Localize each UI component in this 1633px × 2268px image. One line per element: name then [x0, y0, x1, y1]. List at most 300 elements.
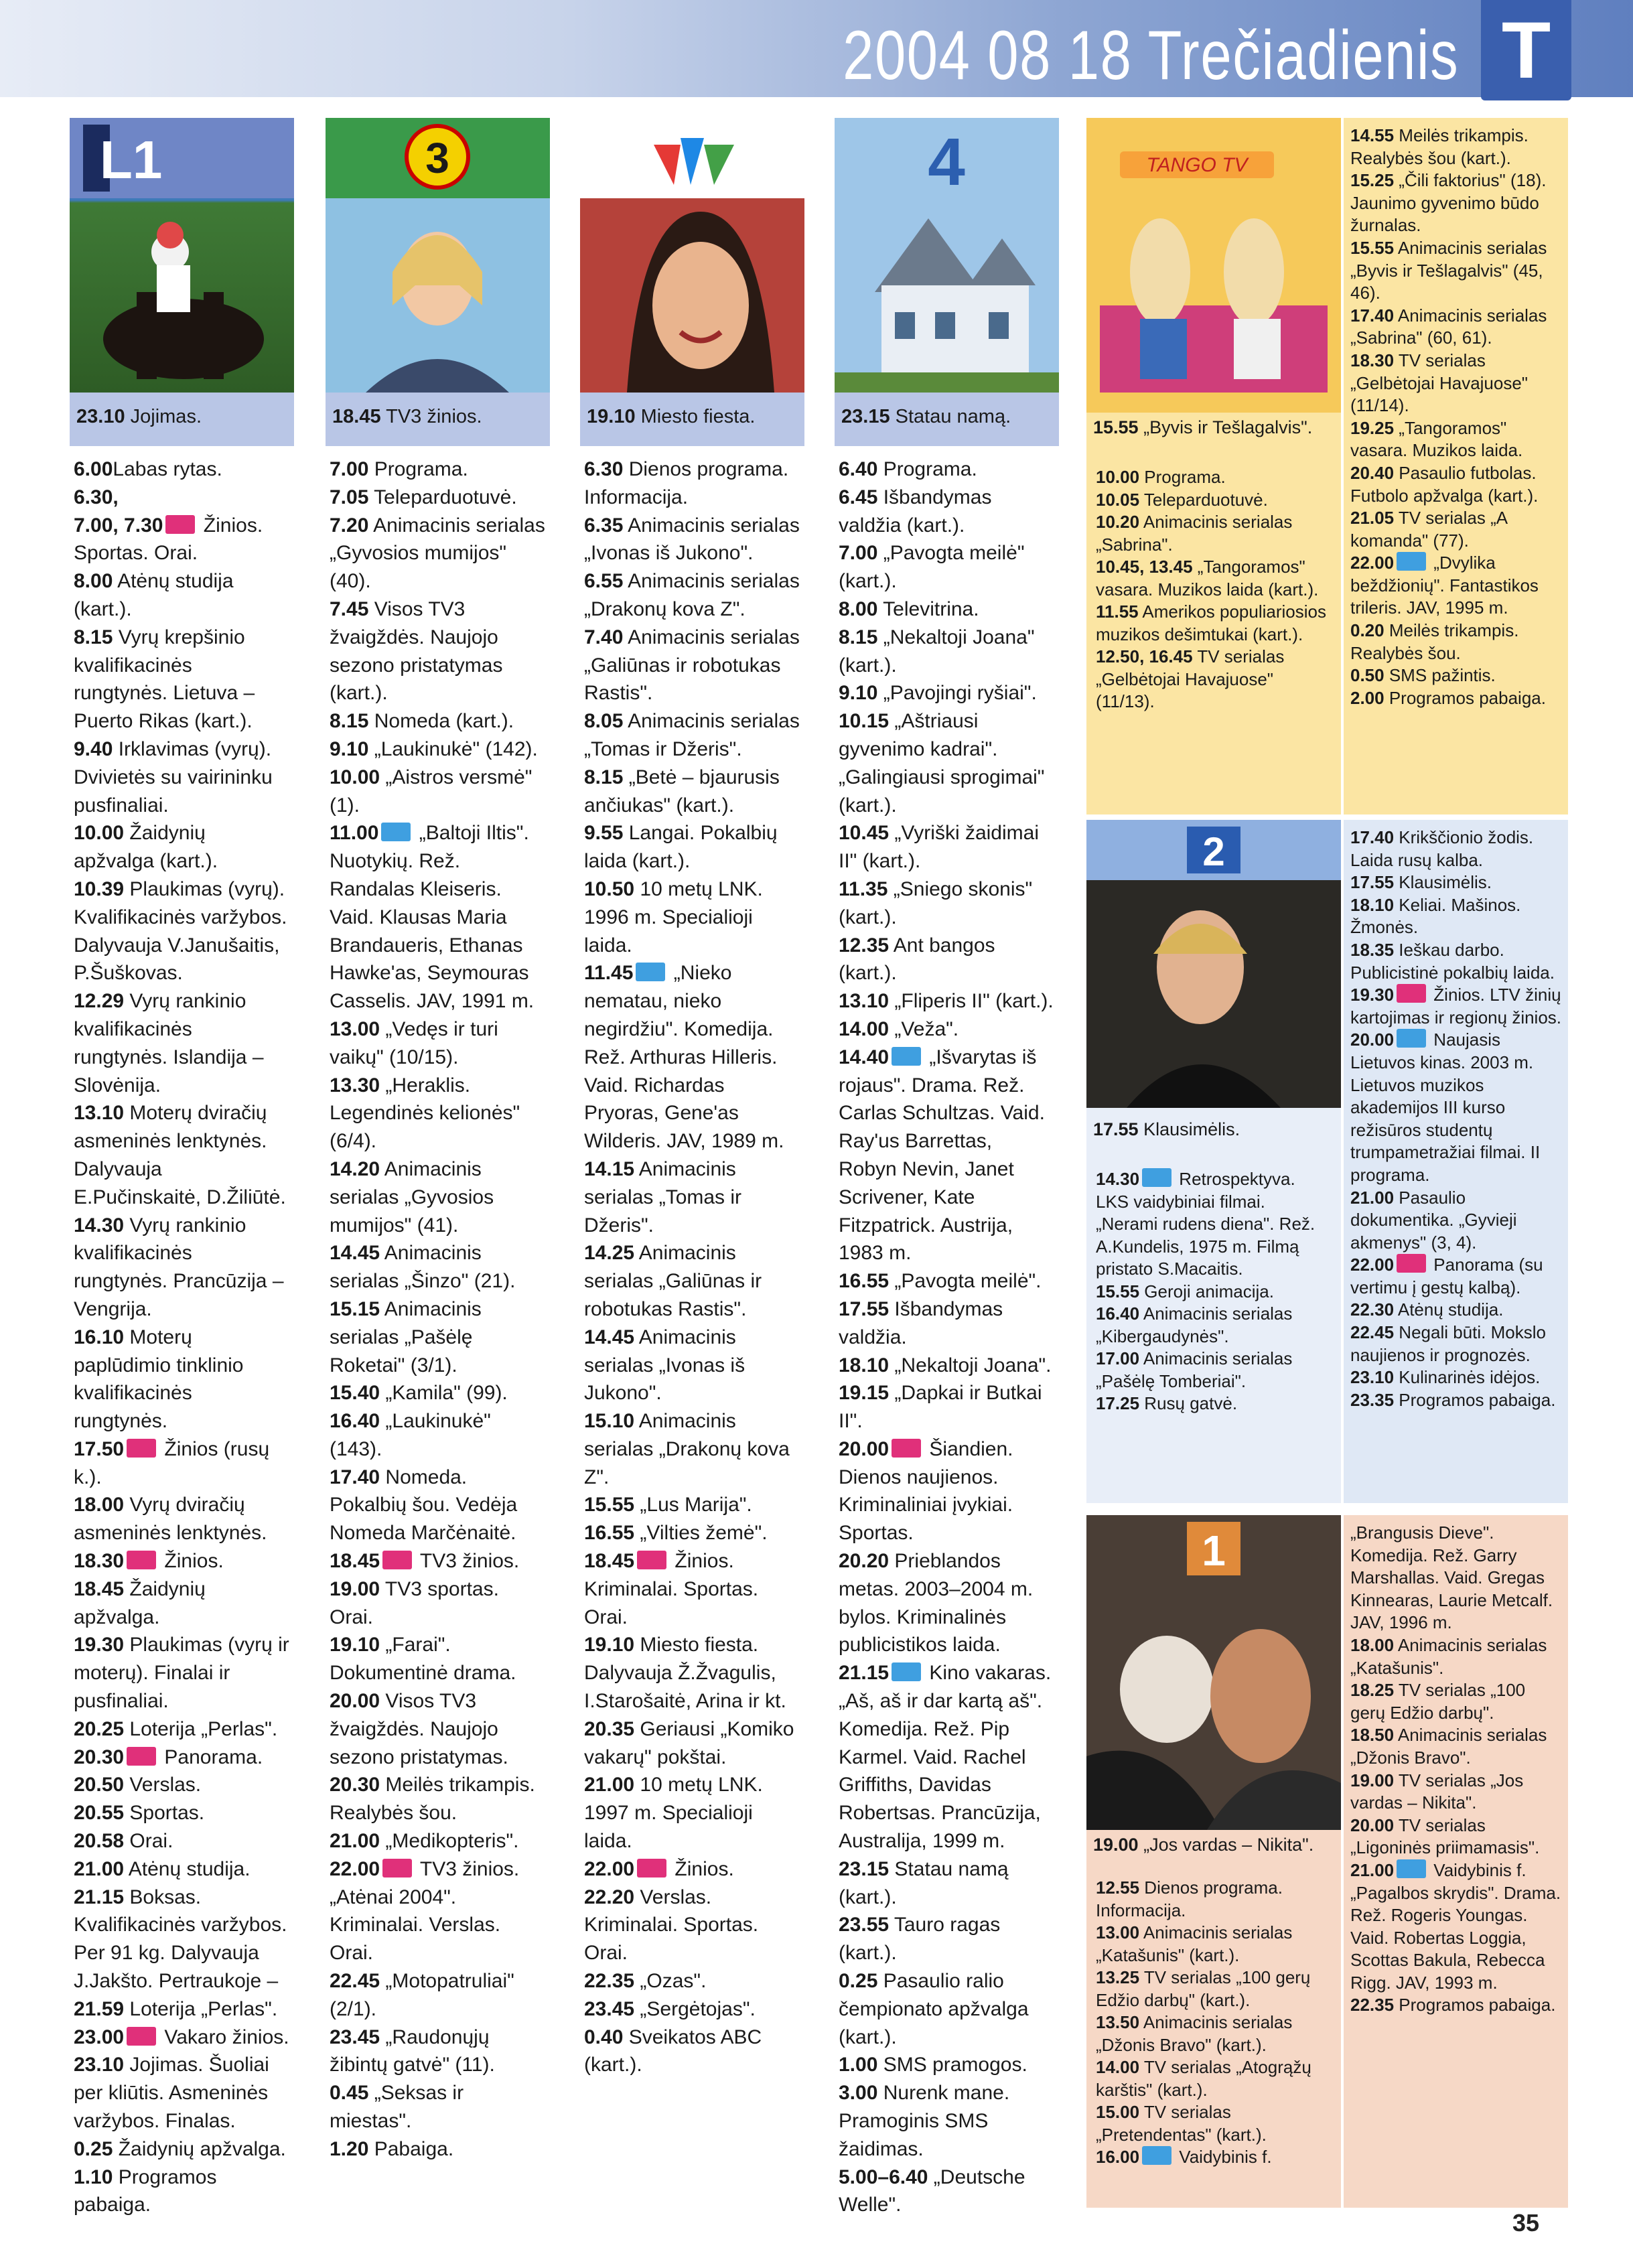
program-entry: [74, 2135, 290, 2164]
program-description: Verslas. Kriminalai. Sportas. Orai.: [584, 1886, 759, 1965]
program-entry: [330, 1379, 546, 1407]
program-entry: [839, 819, 1055, 875]
program-description: Animacinis serialas „Sabrina".: [1096, 512, 1293, 555]
program-time: 18.10: [1350, 894, 1395, 915]
program-time: 18.30: [74, 1550, 125, 1573]
program-time: 16.55: [839, 1270, 890, 1293]
program-list: [1086, 1877, 1341, 2169]
program-entry: [74, 1827, 290, 1855]
program-list: [70, 446, 294, 2219]
program-description: „Lus Marija".: [634, 1494, 752, 1516]
program-description: Animacinis serialas „Pašėlę Roketai" (3/1).: [330, 1297, 482, 1376]
program-time: 19.25: [1350, 417, 1395, 438]
program-time: 9.10: [839, 682, 878, 705]
program-description: „Betė – bjaurusis ančiukas" (kart.).: [584, 766, 780, 817]
program-entry: [584, 2024, 800, 2080]
program-entry: [1350, 894, 1561, 939]
program-description: Animacinis serialas „Gyvosios mumijos" (41).: [330, 1157, 494, 1236]
program-description: „Pavogta meilė" (kart.).: [839, 542, 1025, 593]
program-description: Krikščionio žodis. Laida rusų kalba.: [1350, 827, 1534, 870]
program-description: TV3 žinios.: [415, 1550, 520, 1573]
program-entry: [584, 1407, 800, 1491]
program-description: Plaukimas (vyrų ir moterų). Finalai ir pusfinaliai.: [74, 1634, 289, 1713]
program-description: Jojimas. Šuoliai per kliūtis. Asmeninės varžybos. Finalas.: [74, 2054, 269, 2133]
program-entry: [330, 707, 546, 735]
channel-caption: [1086, 413, 1341, 443]
program-time: 0.45: [330, 2082, 369, 2105]
program-description: Geroji animacija.: [1139, 1281, 1274, 1301]
program-time: 10.45: [839, 822, 890, 845]
program-entry: [584, 1771, 800, 1855]
program-entry: [1350, 1254, 1561, 1299]
program-description: TV serialas „Gelbėtojai Havajuose" (11/14).: [1350, 350, 1529, 416]
film-badge-icon: [1397, 552, 1426, 571]
program-time: 13.50: [1096, 2012, 1140, 2032]
program-time: 9.55: [584, 822, 624, 845]
program-entry: [1350, 939, 1561, 984]
program-list: [1344, 1522, 1568, 2017]
program-entry: [1096, 511, 1332, 556]
channel-block-tango: [1086, 118, 1341, 814]
program-time: 20.00: [839, 1437, 890, 1460]
program-description: Televitrina.: [877, 597, 979, 620]
film-badge-icon: [1397, 1029, 1426, 1048]
program-entry: [330, 735, 546, 764]
channel-caption: [1086, 1830, 1341, 1860]
program-time: 8.05: [584, 710, 624, 733]
program-entry: [74, 1491, 290, 1547]
program-time: 16.10: [74, 1326, 125, 1348]
program-entry: [1350, 1634, 1561, 1679]
program-time: 14.40: [839, 1046, 890, 1068]
program-time: 11.00: [330, 822, 379, 845]
program-entry: [839, 932, 1055, 988]
program-entry: [839, 1379, 1055, 1435]
program-entry: [584, 1519, 800, 1547]
program-entry: [330, 1239, 546, 1295]
program-entry: [330, 2135, 546, 2164]
program-entry: [1350, 871, 1561, 894]
program-description: Labas rytas.: [113, 458, 222, 480]
program-time: 21.00: [330, 1830, 380, 1853]
program-description: Sportas.: [124, 1802, 205, 1825]
program-description: „Kamila" (99).: [380, 1382, 508, 1405]
program-entry: [330, 1855, 546, 1967]
program-entry: [839, 1295, 1055, 1352]
rider-illustration: [70, 118, 294, 393]
program-entry: [839, 679, 1055, 707]
program-time: 11.45: [584, 962, 634, 985]
program-time: 16.00: [1096, 2147, 1140, 2167]
program-entry: [584, 1155, 800, 1239]
program-time: 0.50: [1350, 665, 1384, 686]
program-description: „Laukinukė" (143).: [330, 1410, 491, 1460]
section-tab: [1481, 0, 1571, 100]
program-time: 1.10: [74, 2166, 113, 2188]
program-description: Nomeda (kart.).: [368, 710, 514, 733]
program-time: 19.30: [74, 1634, 125, 1656]
program-entry: [584, 1967, 800, 1995]
caption-time: 19.00: [1093, 1835, 1139, 1855]
caption-time: 15.55: [1093, 417, 1139, 437]
program-description: Meilės trikampis. Realybės šou (kart.).: [1350, 125, 1529, 168]
program-entry: [839, 595, 1055, 624]
program-time: 13.30: [330, 1074, 380, 1096]
program-description: „Heraklis. Legendinės kelionės" (6/4).: [330, 1074, 520, 1153]
program-description: „Motopatruliai" (2/1).: [330, 1970, 514, 2020]
program-time: 1.20: [330, 2137, 369, 2160]
caption-text: „Byvis ir Tešlagalvis".: [1143, 417, 1313, 437]
program-entry: [74, 484, 290, 512]
program-entry: [74, 875, 290, 987]
channel-column-ltv1: [70, 118, 294, 2216]
program-time: 23.15: [839, 1857, 890, 1880]
program-time: 20.00: [1350, 1030, 1395, 1050]
film-badge-icon: [892, 1662, 921, 1681]
program-time: 23.10: [74, 2054, 125, 2076]
program-time: 8.15: [330, 710, 369, 733]
program-description: Prieblandos metas. 2003–2004 m. bylos. Kriminalinės publicistikos laida.: [839, 1550, 1034, 1656]
program-time: 8.15: [74, 626, 113, 648]
program-entry: [74, 1855, 290, 1884]
program-description: „Medikopteris".: [380, 1830, 519, 1853]
program-description: „Laukinukė" (142).: [368, 737, 538, 760]
film-badge-icon: [381, 823, 411, 841]
program-entry: [1096, 1393, 1332, 1415]
program-time: 8.15: [584, 766, 624, 788]
caption-time: 17.55: [1093, 1119, 1139, 1139]
program-time: 14.15: [584, 1157, 635, 1180]
program-time: 10.50: [584, 877, 635, 900]
program-entry: [839, 1659, 1055, 1855]
program-description: Šiandien. Dienos naujienos. Kriminaliniai įvykiai. Sportas.: [839, 1437, 1013, 1545]
program-time: 22.45: [330, 1970, 380, 1993]
program-description: Visos TV3 žvaigždės. Naujojo sezono pristatymas.: [330, 1690, 508, 1768]
program-time: 16.40: [1096, 1303, 1140, 1324]
program-description: Animacinis serialas „Byvis ir Tešlagalvis" (45, 46).: [1350, 237, 1547, 303]
program-description: Boksas. Kvalifikacinės varžybos. Per 91 kg. Dalyvauja J.Jakšto. Pertraukoje –: [74, 1886, 287, 1993]
program-description: Išbandymas valdžia (kart.).: [839, 486, 992, 537]
program-description: „Deutsche Welle".: [839, 2166, 1025, 2216]
program-time: 21.59: [74, 1997, 125, 2020]
program-entry: [1350, 1815, 1561, 1859]
program-time: 6.45: [839, 486, 878, 508]
program-description: Vyrų rankinio kvalifikacinės rungtynės. Islandija – Slovėnija.: [74, 990, 264, 1096]
program-time: 14.45: [330, 1242, 380, 1265]
program-description: Plaukimas (vyrų). Kvalifikacinės varžybos. Dalyvauja V.Janušaitis, P.Šuškovas.: [74, 877, 287, 985]
program-entry: [330, 764, 546, 820]
program-time: 17.55: [1350, 872, 1395, 893]
program-description: TV serialas „Ligoninės priimamasis".: [1350, 1815, 1540, 1858]
program-description: „Sniego skonis" (kart.).: [839, 877, 1033, 928]
program-entry: [584, 1324, 800, 1407]
program-time: 0.25: [839, 1970, 878, 1993]
program-time: 21.15: [74, 1886, 125, 1908]
program-entry: [584, 1631, 800, 1715]
program-entry: [74, 2164, 290, 2220]
program-description: Programa.: [368, 458, 468, 480]
program-entry: [839, 1435, 1055, 1547]
program-time: 6.40: [839, 458, 878, 480]
section-letter: T: [1501, 5, 1551, 95]
program-entry: [74, 1995, 290, 2024]
program-entry: [584, 512, 800, 568]
program-entry: [584, 707, 800, 764]
program-time: 19.10: [330, 1634, 380, 1656]
program-entry: [330, 595, 546, 707]
program-time: 22.00: [584, 1857, 635, 1880]
program-description: Dienos programa. Informacija.: [584, 458, 789, 508]
program-entry: [839, 1547, 1055, 1659]
program-description: Langai. Pokalbių laida (kart.).: [584, 822, 778, 873]
program-time: 23.45: [330, 2026, 380, 2048]
program-time: 7.40: [584, 626, 624, 648]
program-description: „Pavogta meilė".: [889, 1270, 1042, 1293]
program-description: Klausimėlis.: [1394, 872, 1492, 893]
program-entry: [1350, 1522, 1561, 1634]
program-entry: [330, 1687, 546, 1771]
program-time: 15.55: [1350, 237, 1395, 258]
program-time: 23.55: [839, 1914, 890, 1936]
program-time: 23.10: [1350, 1367, 1395, 1388]
program-entry: [1350, 984, 1561, 1029]
program-description: Rusų gatvė.: [1139, 1393, 1238, 1413]
program-time: 21.00: [584, 1774, 635, 1796]
program-description: Animacinis serialas „Drakonų kova Z".: [584, 570, 800, 620]
program-description: Pasaulio dokumentika. „Gyvieji akmenys" (3, 4).: [1350, 1187, 1517, 1253]
program-entry: [839, 2164, 1055, 2220]
channel-caption: [326, 393, 550, 446]
program-time: 22.20: [584, 1886, 635, 1908]
program-list: [326, 446, 550, 2164]
program-time: 12.35: [839, 934, 890, 956]
news-badge-icon: [637, 1551, 666, 1569]
program-description: Programa.: [1139, 467, 1226, 487]
program-entry: [74, 987, 290, 1099]
program-description: „Pavojingi ryšiai".: [877, 682, 1037, 705]
program-time: 18.50: [1350, 1725, 1395, 1746]
program-description: 10 metų LNK. 1997 m. Specialioji laida.: [584, 1774, 763, 1853]
program-time: 3.00: [839, 2082, 878, 2105]
program-description: TV serialas „100 gerų Edžio darbų".: [1350, 1680, 1526, 1723]
program-entry: [1350, 305, 1561, 350]
program-description: Animacinis serialas „Gyvosios mumijos" (40).: [330, 514, 545, 593]
program-description: SMS pramogos.: [877, 2054, 1027, 2076]
program-description: Miesto fiesta. Dalyvauja Ž.Žvagulis, I.Starošaitė, Arina ir kt.: [584, 1634, 786, 1713]
program-description: Statau namą (kart.).: [839, 1857, 1009, 1908]
program-entry: [1350, 1770, 1561, 1815]
program-time: 15.00: [1096, 2102, 1140, 2122]
program-time: 0.40: [584, 2026, 624, 2048]
program-time: 12.55: [1096, 1877, 1140, 1898]
program-entry: [839, 987, 1055, 1015]
program-entry: [839, 2079, 1055, 2163]
program-entry: [330, 1295, 546, 1379]
program-time: 19.00: [1350, 1770, 1395, 1790]
program-description: Teleparduotuvė.: [1139, 489, 1268, 510]
program-description: Vakaro žinios.: [159, 2026, 289, 2048]
program-time: 17.40: [1350, 827, 1395, 847]
program-description: „Tangoramos" vasara. Muzikos laida.: [1350, 417, 1523, 461]
program-time: 10.45, 13.45: [1096, 557, 1193, 577]
news-badge-icon: [637, 1859, 666, 1877]
program-time: 7.00: [330, 458, 369, 480]
news-badge-icon: [1397, 1254, 1426, 1273]
program-time: 1.00: [839, 2054, 878, 2076]
program-description: Sveikatos ABC (kart.).: [584, 2026, 762, 2076]
program-entry: [74, 735, 290, 819]
program-entry: [1350, 169, 1561, 237]
actress-illustration: [580, 118, 804, 393]
program-list: [1086, 1168, 1341, 1415]
channel-caption: [1086, 1115, 1341, 1145]
channel-photo: [1086, 820, 1341, 1108]
program-description: „Dapkai ir Butkai II".: [839, 1382, 1042, 1433]
program-description: „Ozas".: [634, 1970, 707, 1993]
program-time: 20.58: [74, 1830, 125, 1853]
channel-block-baltijos: [1086, 1515, 1341, 2208]
program-entry: [74, 624, 290, 735]
program-entry: [330, 2079, 546, 2135]
program-time: 7.00, 7.30: [74, 514, 163, 537]
program-description: Animacinis serialas „Tomas ir Džeris".: [584, 1157, 742, 1236]
program-time: 0.20: [1350, 620, 1384, 641]
program-description: Moterų paplūdimio tinklinio kvalifikacinės rungtynės.: [74, 1326, 244, 1433]
program-entry: [1096, 1281, 1332, 1303]
program-entry: [839, 624, 1055, 680]
caption-text: Klausimėlis.: [1143, 1119, 1240, 1139]
program-time: 20.30: [74, 1746, 125, 1768]
program-description: „Aistros versmė" (1).: [330, 766, 532, 817]
program-description: Vyrų dviračių asmeninės lenktynės.: [74, 1494, 267, 1545]
program-entry: [839, 1967, 1055, 2051]
program-entry: [839, 1855, 1055, 1912]
program-description: Animacinis serialas „Katašunis" (kart.).: [1096, 1922, 1293, 1965]
program-time: 20.00: [1350, 1815, 1395, 1835]
program-description: Meilės trikampis. Realybės šou.: [330, 1774, 535, 1825]
program-time: 12.50, 16.45: [1096, 646, 1193, 666]
program-description: Vyrų rankinio kvalifikacinės rungtynės. Prancūzija – Vengrija.: [74, 1214, 284, 1320]
program-description: Animacinis serialas „Ivonas iš Jukono".: [584, 514, 800, 565]
program-time: 10.20: [1096, 512, 1140, 532]
program-time: 14.45: [584, 1326, 635, 1348]
program-description: Vaidybinis f.: [1174, 2147, 1272, 2167]
news-badge-icon: [1397, 984, 1426, 1003]
program-entry: [74, 1799, 290, 1827]
program-description: Nurenk mane. Pramoginis SMS žaidimas.: [839, 2082, 1010, 2160]
program-description: Animacinis serialas „Drakonų kova Z".: [584, 1410, 790, 1488]
program-entry: [839, 484, 1055, 540]
program-entry: [1350, 462, 1561, 507]
program-entry: [839, 1352, 1055, 1380]
program-entry: [74, 1324, 290, 1435]
channel-photo: [1086, 1515, 1341, 1830]
program-time: 22.00: [330, 1857, 380, 1880]
program-time: 15.55: [1096, 1281, 1140, 1301]
ltv1-logo: L1: [100, 130, 163, 190]
program-time: 16.55: [584, 1522, 635, 1545]
program-time: 6.55: [584, 570, 624, 593]
program-time: 18.45: [584, 1550, 635, 1573]
program-description: Išbandymas valdžia.: [839, 1297, 1003, 1348]
program-time: 20.00: [330, 1690, 380, 1713]
program-time: 15.40: [330, 1382, 380, 1405]
program-time: 20.20: [839, 1550, 890, 1573]
program-entry: [1096, 2101, 1332, 2146]
program-time: 10.05: [1096, 489, 1140, 510]
program-time: 7.20: [330, 514, 369, 537]
program-time: 15.55: [584, 1494, 635, 1516]
program-time: 9.40: [74, 737, 113, 760]
program-time: 21.00: [1350, 1859, 1395, 1880]
program-description: Retrospektyva. LKS vaidybiniai filmai. „Nerami rudens diena". Rež. A.Kundelis, 1975 m. Filmą pristato S.Macaitis.: [1096, 1169, 1316, 1279]
program-entry: [839, 1015, 1055, 1044]
program-time: 18.45: [74, 1577, 125, 1600]
program-entry: [74, 1744, 290, 1772]
program-description: Animacinis serialas „Ivonas iš Jukono".: [584, 1326, 746, 1405]
program-time: 18.00: [1350, 1634, 1395, 1655]
program-description: „Baltoji Iltis". Nuotykių. Rež. Randalas Kleiseris. Vaid. Klausas Maria Brandaueris, Ethanas Hawke'as, Seymouras Casselis. JAV, 1991 m.: [330, 822, 535, 1013]
program-description: Naujasis Lietuvos kinas. 2003 m. Lietuvos muzikos akademijos III kurso režisūros studentų trumpametražiai filmai. II programa.: [1350, 1030, 1541, 1185]
channel-photo: [1086, 118, 1341, 413]
program-time: 22.00: [1350, 553, 1395, 573]
program-time: 15.25: [1350, 170, 1395, 191]
program-description: Programos pabaiga.: [1394, 1389, 1556, 1410]
program-entry: [74, 1884, 290, 1995]
program-description: Kulinarinės idėjos.: [1394, 1367, 1541, 1388]
program-description: Pasaulio ralio čempionato apžvalga (kart.).: [839, 1970, 1029, 2048]
program-time: 17.00: [1096, 1348, 1140, 1368]
program-time: 10.39: [74, 877, 125, 900]
channel-column-lnk: [580, 118, 804, 2208]
program-time: 13.10: [74, 1102, 125, 1125]
program-entry: [330, 484, 546, 512]
program-entry: [1350, 125, 1561, 169]
ltv2-logo: 2: [1202, 829, 1225, 874]
program-time: 20.40: [1350, 462, 1395, 483]
program-time: 14.30: [74, 1214, 125, 1236]
program-time: 6.30,: [74, 486, 119, 508]
program-entry: [1350, 552, 1561, 620]
program-entry: [330, 1575, 546, 1632]
program-time: 18.25: [1350, 1680, 1395, 1701]
program-entry: [330, 1072, 546, 1155]
program-entry: [839, 455, 1055, 484]
program-entry: [1096, 1348, 1332, 1393]
cartoon-illustration: [1086, 118, 1341, 413]
program-time: 10.00: [330, 766, 380, 788]
program-description: Moterų dviračių asmeninės lenktynės. Dalyvauja E.Pučinskaitė, D.Žiliūtė.: [74, 1102, 286, 1208]
program-description: TV serialas „Pretendentas" (kart.).: [1096, 2102, 1267, 2145]
program-description: Animacinis serialas „Katašunis".: [1350, 1634, 1547, 1678]
program-list: [1086, 466, 1341, 713]
program-entry: [1350, 417, 1561, 462]
program-description: Panorama.: [159, 1746, 263, 1768]
program-description: Animacinis serialas „Pašėlę Tomberiai".: [1096, 1348, 1293, 1391]
program-time: 6.35: [584, 514, 624, 537]
page-date: 2004 08 18 Trečiadienis: [842, 17, 1459, 94]
program-entry: [584, 1715, 800, 1772]
program-entry: [1096, 601, 1332, 646]
program-entry: [584, 959, 800, 1155]
program-entry: [330, 1631, 546, 1687]
program-time: 10.00: [74, 822, 125, 845]
program-description: „Sergėtojas".: [634, 1997, 756, 2020]
program-time: 16.40: [330, 1410, 380, 1433]
program-entry: [1350, 1322, 1561, 1366]
program-entry: [74, 1099, 290, 1211]
program-entry: [584, 624, 800, 707]
